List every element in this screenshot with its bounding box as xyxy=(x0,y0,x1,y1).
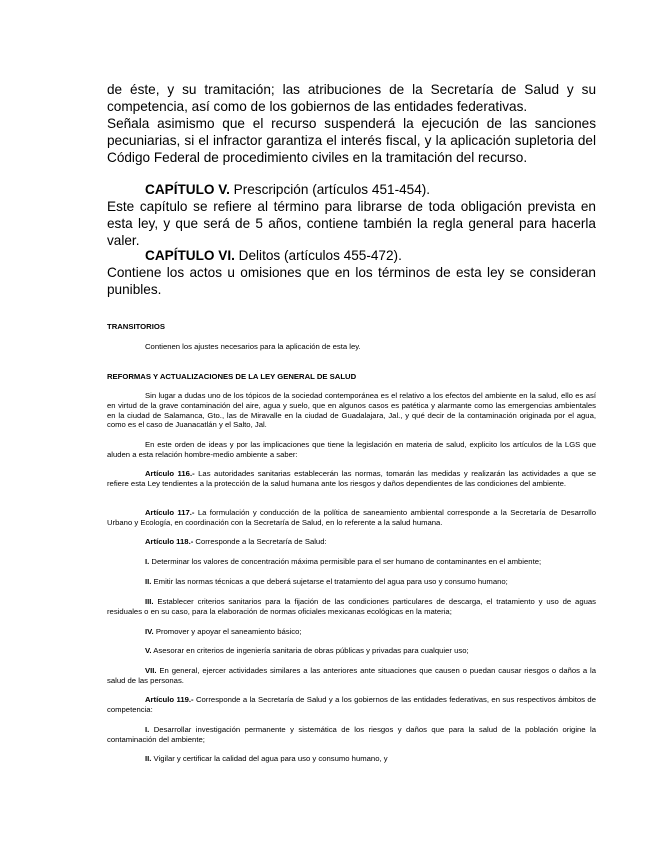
fraction-label: VII. xyxy=(145,666,157,675)
intro-paragraphs xyxy=(107,81,596,166)
paragraph: Señala asimismo que el recurso suspenderá la ejecución de las sanciones pecuniarias, si el infractor garantiza el interés fiscal, y la aplicación supletoria del Código Federal de procedimiento civiles en la tramitación del recurso. xyxy=(107,116,596,165)
fraction-i xyxy=(107,557,596,567)
fraction-text: Vigilar y certificar la calidad del agua para uso y consumo humano, y xyxy=(151,754,388,763)
fraction-text: Desarrollar investigación permanente y sistemática de los riesgos y daños que para la salud de la población origine la contaminación del ambiente; xyxy=(107,725,596,744)
fraction-label: I. xyxy=(145,725,150,734)
article-text: Las autoridades sanitarias establecerán las normas, tomarán las medidas y realizarán las actividades a que se refiere esta Ley tendientes a la protección de la salud humana ante los riesgos y daños dependientes de las condiciones del ambiente. xyxy=(107,469,596,488)
chapter-title: Prescripción (artículos 451-454). xyxy=(229,182,431,197)
fraction-text: Determinar los valores de concentración máxima permisible para el ser humano de contaminantes en el ambiente; xyxy=(149,557,542,566)
article-text: Corresponde a la Secretaría de Salud: xyxy=(193,537,327,546)
article-116 xyxy=(107,469,596,489)
article-117 xyxy=(107,508,596,528)
fraction-iv xyxy=(107,627,596,637)
fraction-v xyxy=(107,646,596,656)
paragraph: Contienen los ajustes necesarios para la aplicación de esta ley. xyxy=(145,342,361,351)
article-label: Artículo 116.- xyxy=(145,469,195,478)
fraction-i xyxy=(107,725,596,745)
chapter-v-section xyxy=(107,181,596,249)
chapter-body: Contiene los actos u omisiones que en los términos de esta ley se consideran punibles. xyxy=(107,265,596,297)
fraction-label: IV. xyxy=(145,627,154,636)
fraction-text: Promover y apoyar el saneamiento básico; xyxy=(153,627,302,636)
article-label: Artículo 119.- xyxy=(145,695,194,704)
article-119 xyxy=(107,695,596,715)
article-label: Artículo 117.- xyxy=(145,508,195,517)
chapter-title: Delitos (artículos 455-472). xyxy=(234,248,402,263)
chapter-heading xyxy=(107,247,596,264)
fraction-text: Emitir las normas técnicas a que deberá sujetarse el tratamiento del agua para uso y consumo humano; xyxy=(151,577,508,586)
fraction-vii xyxy=(107,666,596,686)
chapter-vi-section xyxy=(107,247,596,298)
paragraph: Sin lugar a dudas uno de los tópicos de la sociedad contemporánea es el relativo a los efectos del ambiente en la salud, ello es así en virtud de la grave contaminación del aire, agua y suelo, que en algunos casos es patética y alarmante como las emergencias ambientales en la ciudad de Salamanca, Gto., las de Miravalle en la ciudad de Guadalajara, Jal., y qué decir de la contaminación originada por el agua, como es el caso de Juanacatlán y el Salto, Jal. xyxy=(107,391,596,430)
chapter-heading xyxy=(107,181,596,198)
article-label: Artículo 118.- xyxy=(145,537,194,546)
article-text: Corresponde a la Secretaría de Salud y a los gobiernos de las entidades federativas, en sus respectivos ámbitos de competencia: xyxy=(107,695,596,714)
fraction-label: II. xyxy=(145,754,152,763)
fraction-text: En general, ejercer actividades similares a las anteriores ante situaciones que causen o puedan causar riesgos o daños a la salud de las personas. xyxy=(107,666,596,685)
fraction-label: II. xyxy=(145,577,152,586)
section-heading: REFORMAS Y ACTUALIZACIONES DE LA LEY GENERAL DE SALUD xyxy=(107,372,357,381)
fraction-text: Establecer criterios sanitarios para la fijación de las condiciones particulares de descarga, el tratamiento y uso de aguas residuales o en su caso, para la elaboración de normas oficiales mexicanas ecológicas en la materia; xyxy=(107,597,596,616)
chapter-body: Este capítulo se refiere al término para librarse de toda obligación prevista en esta ley, y que será de 5 años, contiene también la regla general para hacerla valer. xyxy=(107,199,596,248)
article-text: La formulación y conducción de la política de saneamiento ambiental corresponde a la Secretaría de Desarrollo Urbano y Ecología, en coordinación con la Secretaría de Salud, en lo referente a la salud humana. xyxy=(107,508,596,527)
article-118 xyxy=(107,537,596,547)
fraction-iii xyxy=(107,597,596,617)
paragraph: de éste, y su tramitación; las atribuciones de la Secretaría de Salud y su competencia, así como de los gobiernos de las entidades federativas. xyxy=(107,82,596,114)
fraction-label: III. xyxy=(145,597,154,606)
chapter-label: CAPÍTULO VI. xyxy=(145,248,235,263)
fraction-ii xyxy=(107,577,596,587)
fraction-label: V. xyxy=(145,646,152,655)
chapter-label: CAPÍTULO V. xyxy=(145,182,230,197)
section-heading: TRANSITORIOS xyxy=(107,322,165,331)
fraction-text: Asesorar en criterios de ingeniería sanitaria de obras públicas y privadas para cualquier uso; xyxy=(151,646,469,655)
fraction-label: I. xyxy=(145,557,150,566)
fraction-ii xyxy=(107,754,596,764)
paragraph: En este orden de ideas y por las implicaciones que tiene la legislación en materia de salud, explicito los artículos de la LGS que aluden a esta relación hombre-medio ambiente a saber: xyxy=(107,440,596,459)
